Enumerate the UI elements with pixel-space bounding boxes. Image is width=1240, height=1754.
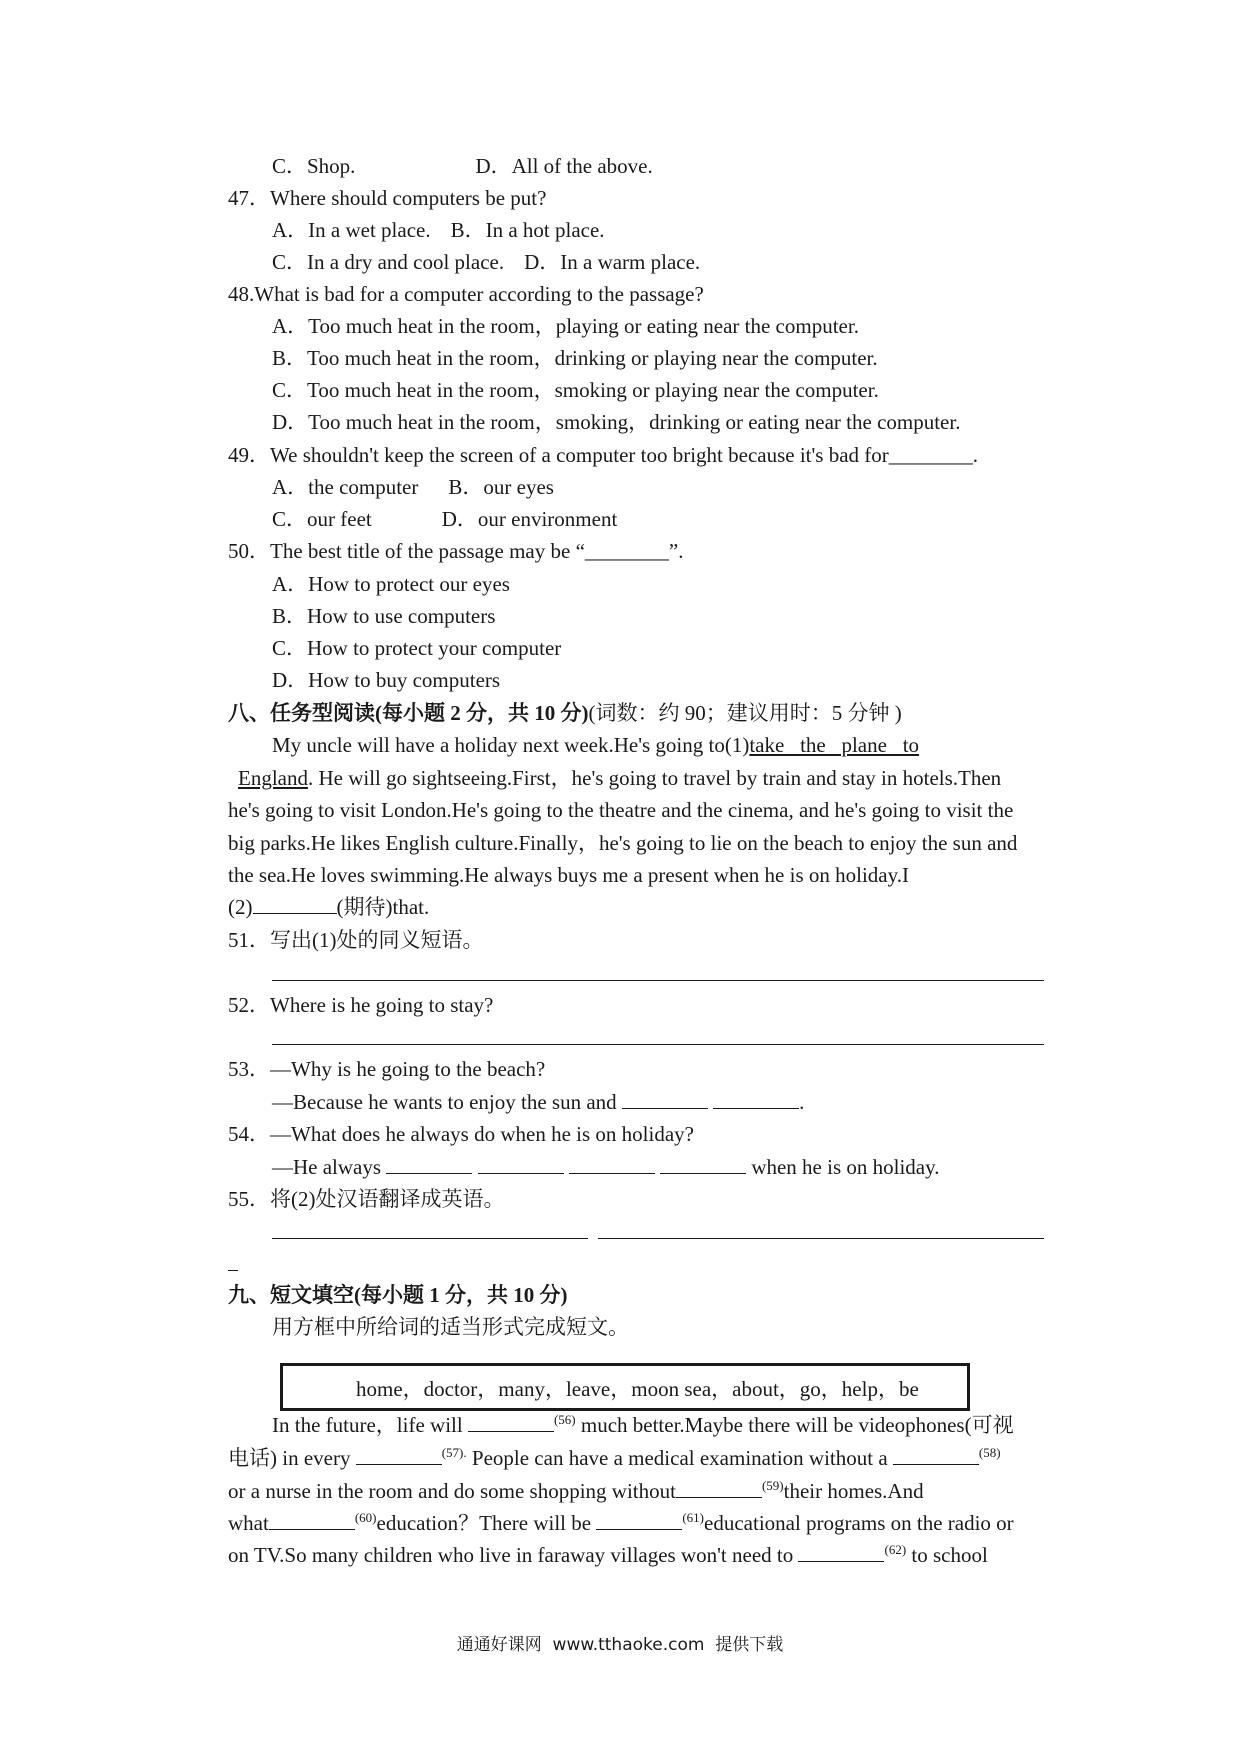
- blank-61: [596, 1509, 682, 1530]
- blank-number-59: (59): [761, 1478, 784, 1493]
- answer-line-52: [272, 1044, 1044, 1045]
- blank-56: [468, 1411, 554, 1432]
- blank-54a: [386, 1153, 472, 1174]
- cloze-text: education？There will be: [376, 1511, 592, 1535]
- blank-57: [356, 1444, 442, 1465]
- cloze-line-5: [228, 1540, 988, 1570]
- cloze-line-3: [228, 1476, 924, 1506]
- q50-option-b: B．How to use computers: [272, 604, 496, 628]
- cloze-text: on TV.So many children who live in faraway villages won't need to: [228, 1543, 794, 1567]
- passage-line-6: [228, 892, 429, 922]
- word-box: [280, 1363, 970, 1411]
- cloze-text: their homes.And: [783, 1479, 924, 1503]
- q52: 52．Where is he going to stay?: [228, 993, 494, 1017]
- blank-number-61: (61): [682, 1510, 705, 1525]
- q47-options-ab: [272, 215, 605, 245]
- q47-stem: 47．Where should computers be put?: [228, 186, 547, 210]
- q49-stem: 49．We shouldn't keep the screen of a computer too bright because it's bad for________.: [228, 443, 979, 467]
- q48-option-a: A．Too much heat in the room，playing or eating near the computer.: [272, 314, 859, 338]
- blank-54c: [569, 1153, 655, 1174]
- answer-underline-2: England: [238, 766, 308, 790]
- q48-option-b: B．Too much heat in the room，drinking or playing near the computer.: [272, 346, 878, 370]
- section9-heading: 九、短文填空(每小题 1 分，共 10 分): [228, 1283, 568, 1307]
- blank-54d: [660, 1153, 746, 1174]
- cloze-line-1: [272, 1410, 1014, 1440]
- q49-options-cd: [272, 504, 617, 534]
- blank-53a: [622, 1088, 708, 1109]
- q48-stem: 48.What is bad for a computer according to the passage?: [228, 282, 704, 306]
- q47-option-a: A．In a wet place.: [272, 218, 431, 242]
- cloze-text: much better.Maybe there will be videophones(可视: [580, 1413, 1014, 1437]
- passage-line-2: [238, 763, 1001, 793]
- q54-answer-pre: —He always: [272, 1155, 382, 1179]
- passage-line-3: he's going to visit London.He's going to the theatre and the cinema, and he's going to visit the: [228, 798, 1014, 822]
- blank-number-60: (60): [354, 1510, 377, 1525]
- q46-option-c: C．Shop.: [272, 154, 356, 178]
- passage-text: (期待)that.: [336, 895, 430, 919]
- section8-note: (词数：约 90；建议用时：5 分钟 ): [588, 701, 902, 725]
- blank-54b: [478, 1153, 564, 1174]
- section9-instruction: 用方框中所给词的适当形式完成短文。: [272, 1315, 629, 1339]
- q54-question: 54．—What does he always do when he is on holiday?: [228, 1122, 694, 1146]
- passage-line-4: big parks.He likes English culture.Finally，he's going to lie on the beach to enjoy the sun and: [228, 831, 1018, 855]
- footer-watermark: 通通好课网 www.tthaoke.com 提供下载: [456, 1635, 784, 1655]
- q48-option-c: C．Too much heat in the room，smoking or playing near the computer.: [272, 378, 879, 402]
- cloze-line-4: [228, 1508, 1014, 1538]
- section8-heading: [228, 698, 902, 728]
- answer-line-51: [272, 980, 1044, 981]
- q49-option-d: D．our environment: [441, 507, 618, 531]
- passage-line-5: the sea.He loves swimming.He always buys me a present when he is on holiday.I: [228, 863, 909, 887]
- q46-options: [272, 151, 653, 181]
- answer-line-55b: [598, 1238, 1044, 1239]
- q48-option-d: D．Too much heat in the room，smoking，drinking or eating near the computer.: [272, 410, 961, 434]
- cloze-text: to school: [911, 1543, 988, 1567]
- q46-option-d: D．All of the above.: [475, 154, 653, 178]
- answer-underline-1: take the plane to: [749, 733, 920, 757]
- answer-line-55a: [272, 1238, 588, 1239]
- q50-option-a: A．How to protect our eyes: [272, 572, 510, 596]
- q53-answer: —Because he wants to enjoy the sun and .: [272, 1090, 805, 1114]
- passage-line-1: [272, 730, 919, 760]
- blank-label-2: (2): [228, 895, 253, 919]
- cloze-text: what: [228, 1511, 269, 1535]
- q50-option-d: D．How to buy computers: [272, 668, 501, 692]
- cloze-text: educational programs on the radio or: [704, 1511, 1014, 1535]
- cloze-text: People can have a medical examination without a: [471, 1446, 888, 1470]
- blank-62: [798, 1541, 884, 1562]
- passage-text: My uncle will have a holiday next week.He's going to(1): [272, 733, 750, 757]
- cloze-text: In the future，life will: [272, 1413, 463, 1437]
- q49-option-a: A．the computer: [272, 475, 419, 499]
- q49-option-c: C．our feet: [272, 507, 372, 531]
- q49-options-ab: [272, 472, 554, 502]
- blank-number-56: (56): [553, 1412, 576, 1427]
- q47-option-b: B．In a hot place.: [450, 218, 605, 242]
- passage-text: . He will go sightseeing.First，he's going to travel by train and stay in hotels.Then: [307, 766, 1002, 790]
- q53-answer-text: —Because he wants to enjoy the sun and: [272, 1090, 617, 1114]
- q50-option-c: C．How to protect your computer: [272, 636, 562, 660]
- blank-58: [893, 1444, 979, 1465]
- q51: 51．写出(1)处的同义短语。: [228, 928, 484, 952]
- cloze-line-2: [228, 1443, 1001, 1473]
- q47-option-c: C．In a dry and cool place.: [272, 250, 505, 274]
- blank-60: [269, 1509, 355, 1530]
- q49-option-b: B．our eyes: [448, 475, 554, 499]
- q55: 55．将(2)处汉语翻译成英语。: [228, 1187, 505, 1211]
- blank-2: [253, 893, 337, 914]
- q54-answer: [272, 1152, 940, 1182]
- word-box-words: home，doctor，many，leave，moon sea，about，go，help，be: [356, 1377, 919, 1401]
- q47-options-cd: [272, 247, 700, 277]
- cloze-text: or a nurse in the room and do some shopping without: [228, 1479, 676, 1503]
- answer-line-55c: [228, 1270, 238, 1271]
- blank-number-62: (62): [884, 1542, 907, 1557]
- q50-stem: 50．The best title of the passage may be “________”.: [228, 539, 684, 563]
- q53-question: 53．—Why is he going to the beach?: [228, 1057, 546, 1081]
- q54-answer-post: when he is on holiday.: [751, 1155, 940, 1179]
- blank-53b: [713, 1088, 799, 1109]
- cloze-text: 电话) in every: [228, 1446, 351, 1470]
- q47-option-d: D．In a warm place.: [524, 250, 701, 274]
- blank-number-58: (58): [978, 1445, 1001, 1460]
- blank-number-57: (57).: [441, 1445, 467, 1460]
- blank-59: [676, 1477, 762, 1498]
- section8-title: 八、任务型阅读(每小题 2 分，共 10 分): [228, 701, 589, 725]
